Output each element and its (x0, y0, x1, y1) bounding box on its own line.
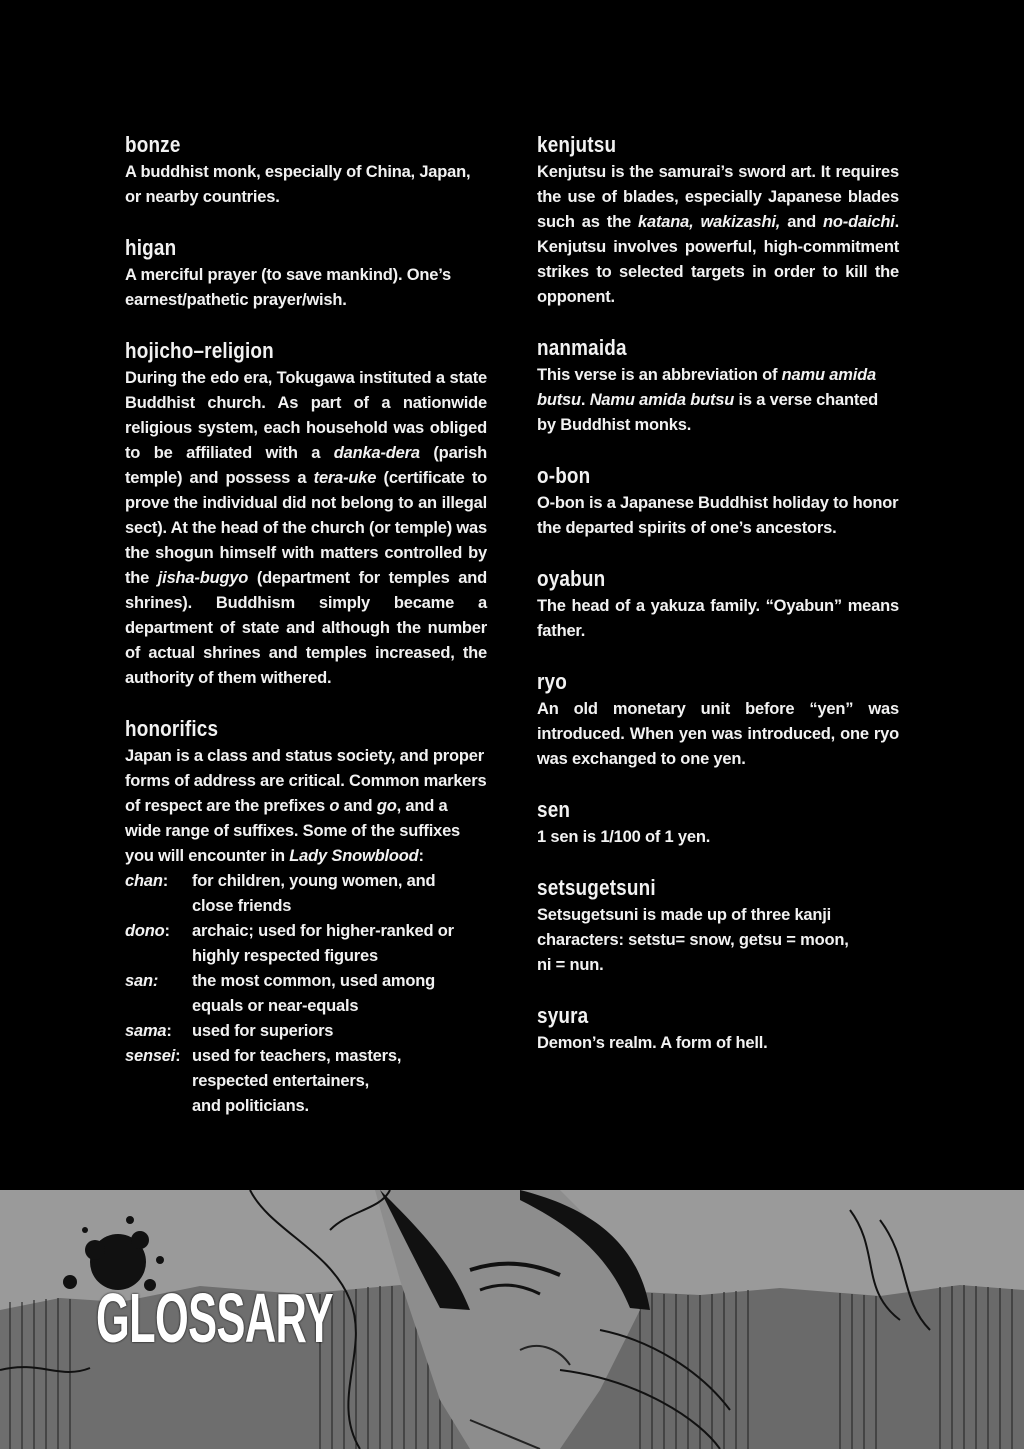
entry-sen (537, 795, 899, 850)
glossary-left-column (125, 130, 487, 1142)
term-definition: The head of a yakuza family. “Oyabun” means father. (537, 597, 899, 640)
glossary-right-column (537, 130, 899, 1079)
suffix-row (125, 969, 487, 1019)
entry-hojicho-religion (125, 336, 487, 691)
term-title: oyabun (537, 566, 606, 591)
entry-bonze (125, 130, 487, 210)
def-text: . Kenjutsu involves powerful, high-commitment strikes to selected targets in order to kill the opponent. (537, 213, 899, 306)
term-title: setsugetsuni (537, 875, 656, 900)
term-definition: A merciful prayer (to save mankind). One’s earnest/pathetic prayer/wish. (125, 266, 451, 309)
def-italic: no-daichi (823, 213, 895, 231)
suffix-desc: used for superiors (192, 1022, 334, 1040)
entry-nanmaida (537, 333, 899, 438)
suffix-desc: archaic; used for higher-ranked or highly respected figures (192, 922, 454, 965)
suffix-key (125, 869, 192, 919)
suffix-desc: used for teachers, masters, respected entertainers, and politicians. (192, 1047, 402, 1115)
term-title: syura (537, 1003, 589, 1028)
suffix-row (125, 1044, 487, 1119)
glossary-title: GLOSSARY (96, 1279, 333, 1357)
term-title: nanmaida (537, 335, 627, 360)
def-italic: o (329, 797, 340, 815)
def-italic: tera-uke (313, 469, 377, 487)
suffix-key-colon: : (166, 1022, 172, 1040)
term-definition: 1 sen is 1/100 of 1 yen. (537, 828, 711, 846)
def-text: (certificate to prove the individual did not belong to an illegal sect). At the head of the church (or temple) was the shogun himself with matters controlled by the (125, 469, 488, 587)
term-title: sen (537, 797, 571, 822)
term-definition (537, 903, 899, 978)
suffix-key (125, 1019, 192, 1044)
suffix-key-italic: san: (125, 972, 159, 990)
suffix-key-italic: sensei (125, 1047, 176, 1065)
term-title: ryo (537, 669, 567, 694)
def-text: Japan is a class and status society, and proper forms of address are critical. Common markers of respect are the prefixes (125, 747, 487, 815)
suffix-row (125, 919, 487, 969)
def-italic: go (376, 797, 397, 815)
term-title: kenjutsu (537, 132, 617, 157)
term-definition (125, 744, 487, 869)
def-italic: jisha-bugyo (157, 569, 249, 587)
suffix-key (125, 1044, 192, 1119)
def-text: (department for temples and shrines). Buddhism simply became a department of state and although the number of actual shrines and temples increased, the authority of them withered. (125, 569, 487, 687)
def-italic: Namu amida butsu (589, 391, 735, 409)
suffix-key (125, 919, 192, 969)
term-definition (537, 363, 899, 438)
suffix-key-colon: : (175, 1047, 181, 1065)
term-title: bonze (125, 132, 181, 157)
term-definition: A buddhist monk, especially of China, Japan, or nearby countries. (125, 163, 471, 206)
suffix-desc: for children, young women, and close friends (192, 872, 436, 915)
entry-ryo (537, 667, 899, 772)
def-line: characters: setstu= snow, getsu = moon, (537, 931, 849, 949)
term-definition: An old monetary unit before “yen” was introduced. When yen was introduced, one ryo was exchanged to one yen. (537, 700, 899, 768)
term-title: hojicho–religion (125, 338, 274, 363)
entry-setsugetsuni (537, 873, 899, 978)
suffix-list (125, 869, 487, 1119)
def-text: (parish temple) and possess a (125, 444, 488, 487)
entry-honorifics (125, 714, 487, 1119)
def-text: and (780, 213, 824, 231)
def-italic: namu amida butsu (537, 366, 876, 409)
suffix-key-italic: sama (125, 1022, 167, 1040)
term-title: o-bon (537, 463, 591, 488)
entry-o-bon (537, 461, 899, 541)
def-italic: Lady Snowblood (289, 847, 419, 865)
def-line: Setsugetsuni is made up of three kanji (537, 906, 832, 924)
def-italic: danka-dera (333, 444, 420, 462)
suffix-key-colon: : (162, 872, 169, 890)
def-text: Kenjutsu is the samurai’s sword art. It requires the use of blades, especially Japanese blades such as the (537, 163, 899, 231)
entry-oyabun (537, 564, 899, 644)
def-text: and (339, 797, 377, 815)
suffix-key-colon: : (164, 922, 170, 940)
suffix-key-italic: chan (125, 872, 163, 890)
def-text: This verse is an abbreviation of (537, 366, 782, 384)
term-definition: Demon’s realm. A form of hell. (537, 1034, 768, 1052)
def-text: . (580, 391, 590, 409)
def-text: : (418, 847, 424, 865)
suffix-row (125, 1019, 487, 1044)
def-text: is a verse chanted by Buddhist monks. (537, 391, 878, 434)
entry-higan (125, 233, 487, 313)
suffix-desc: the most common, used among equals or near-equals (192, 972, 436, 1015)
term-definition: O-bon is a Japanese Buddhist holiday to honor the departed spirits of one’s ancestors. (537, 494, 899, 537)
entry-kenjutsu (537, 130, 899, 310)
def-text: , and a wide range of suffixes. Some of the suffixes you will encounter in (125, 797, 461, 865)
entry-syura (537, 1001, 899, 1056)
suffix-key (125, 969, 192, 1019)
suffix-row (125, 869, 487, 919)
term-definition (125, 366, 487, 691)
term-title: higan (125, 235, 177, 260)
def-text: During the edo era, Tokugawa instituted a state Buddhist church. As part of a nationwide religious system, each household was obliged to be affiliated with a (125, 369, 487, 462)
suffix-key-italic: dono (125, 922, 165, 940)
def-line: ni = nun. (537, 956, 604, 974)
term-definition (537, 160, 899, 310)
def-italic: katana, wakizashi, (638, 213, 781, 231)
term-title: honorifics (125, 716, 219, 741)
